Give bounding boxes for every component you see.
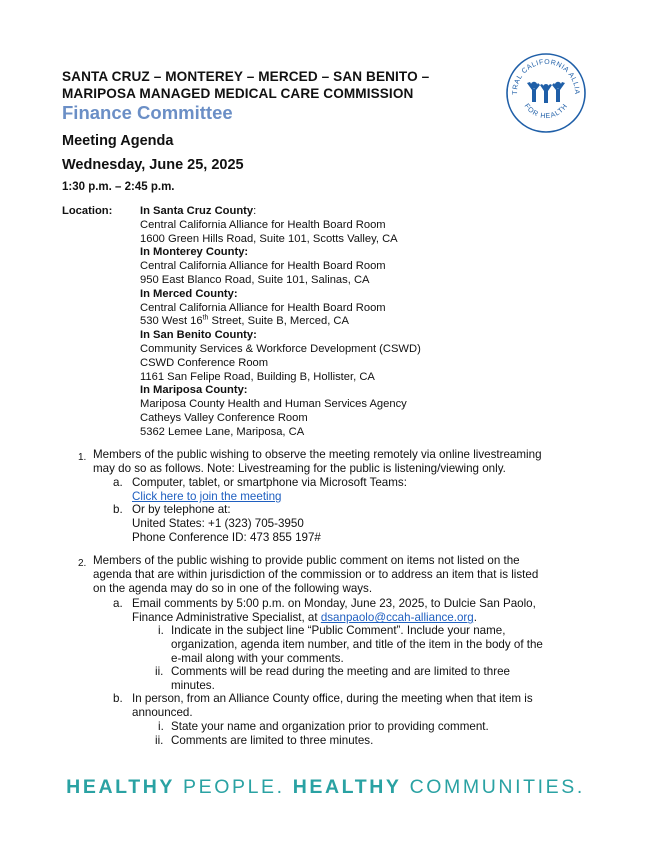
county-name: In Merced County:	[140, 287, 238, 300]
meeting-agenda-heading: Meeting Agenda	[62, 133, 174, 149]
meeting-date: Wednesday, June 25, 2025	[62, 157, 244, 173]
item-2a	[132, 597, 592, 625]
item-text: Members of the public wishing to observe the meeting remotely via online livestreaming	[93, 448, 542, 461]
item-text: Finance Administrative Specialist, at dsanpaolo@ccah-alliance.org.	[132, 611, 477, 625]
item-text: In person, from an Alliance County office, during the meeting when that item is	[132, 692, 533, 705]
item-text: Members of the public wishing to provide public comment on items not listed on the	[93, 554, 520, 567]
document-header	[62, 68, 482, 124]
item-text: Email comments by 5:00 p.m. on Monday, June 23, 2025, to Dulcie San Paolo,	[132, 597, 536, 610]
location-list	[140, 205, 560, 440]
item-1a	[132, 476, 572, 504]
county-name: In Mariposa County:	[140, 384, 248, 397]
venue-address: 530 West 16th Street, Suite B, Merced, CA	[140, 314, 349, 328]
venue-room: CSWD Conference Room	[140, 356, 269, 369]
county-name: In Santa Cruz County	[140, 205, 254, 217]
item-text: agenda that are within jurisdiction of the commission or to address an item that is listed	[93, 568, 539, 582]
item-2b	[132, 692, 592, 720]
venue-address: 1161 San Felipe Road, Building B, Hollister, CA	[140, 370, 375, 383]
location-santa-cruz	[140, 205, 560, 219]
location-label: Location:	[62, 205, 113, 217]
sub-letter: b.	[113, 503, 123, 516]
venue-name: Central California Alliance for Health Board Room	[140, 301, 386, 314]
meeting-time: 1:30 p.m. – 2:45 p.m.	[62, 181, 175, 193]
commission-title-line2: MARIPOSA MANAGED MEDICAL CARE COMMISSION	[62, 86, 414, 101]
county-colon: :	[253, 205, 257, 217]
alliance-logo-graphic	[505, 52, 587, 134]
commission-title-line1: SANTA CRUZ – MONTEREY – MERCED – SAN BENITO –	[62, 69, 430, 84]
alliance-logo	[505, 52, 587, 134]
svg-text:FOR HEALTH: FOR HEALTH	[522, 102, 570, 121]
county-name: In Monterey County:	[140, 246, 249, 259]
county-name: In San Benito County:	[140, 329, 257, 342]
item-2a-ii: Comments will be read during the meeting and are limited to three minutes.	[171, 665, 510, 693]
item-number: 1.	[78, 452, 87, 463]
item-2b-i: State your name and organization prior to providing comment.	[171, 720, 489, 733]
item-2a-i: Indicate in the subject line “Public Comment”. Include your name, organization, agenda item number, and title of the item in the body of the e-mail along with your comments.	[171, 624, 543, 666]
venue-room: Catheys Valley Conference Room	[140, 411, 308, 424]
item-text: Or by telephone at:	[132, 503, 231, 516]
venue-address: 950 East Blanco Road, Suite 101, Salinas, CA	[140, 273, 370, 286]
roman-numeral: i.	[158, 720, 164, 733]
venue-name: Mariposa County Health and Human Services Agency	[140, 398, 407, 411]
venue-address: 1600 Green Hills Road, Suite 101, Scotts Valley, CA	[140, 232, 398, 245]
item-number: 2.	[78, 558, 87, 569]
sub-letter: a.	[113, 597, 123, 610]
svg-text:CENTRAL CALIFORNIA ALLIANCE: TRAL CALIFORNIA ALLIA	[511, 58, 581, 95]
venue-name: Central California Alliance for Health Board Room	[140, 218, 386, 231]
committee-title: Finance Committee	[62, 102, 233, 123]
join-meeting-link[interactable]: Click here to join the meeting	[132, 490, 282, 504]
item-text: may do so as follows. Note: Livestreaming for the public is listening/viewing only.	[93, 462, 506, 476]
venue-address: 5362 Lemee Lane, Mariposa, CA	[140, 425, 305, 438]
sub-letter: a.	[113, 476, 123, 489]
roman-numeral: ii.	[155, 734, 164, 747]
item-text: on the agenda may do so in one of the following ways.	[93, 582, 373, 596]
conference-id: Phone Conference ID: 473 855 197#	[132, 531, 321, 545]
item-2b-ii: Comments are limited to three minutes.	[171, 734, 374, 747]
agenda-item-1	[93, 448, 593, 476]
email-link[interactable]: dsanpaolo@ccah-alliance.org	[320, 611, 474, 625]
footer-tagline: HEALTHY PEOPLE. HEALTHY COMMUNITIES.	[66, 776, 585, 798]
item-text: Computer, tablet, or smartphone via Microsoft Teams:	[132, 476, 407, 489]
phone-number: United States: +1 (323) 705-3950	[132, 517, 304, 531]
sub-letter: b.	[113, 692, 123, 705]
item-text: announced.	[132, 706, 193, 720]
roman-numeral: i.	[158, 624, 164, 637]
agenda-item-2	[93, 554, 613, 597]
item-1b	[132, 503, 572, 546]
roman-numeral: ii.	[155, 665, 164, 678]
venue-name: Central California Alliance for Health Board Room	[140, 260, 386, 273]
venue-name: Community Services & Workforce Development (CSWD)	[140, 342, 421, 355]
